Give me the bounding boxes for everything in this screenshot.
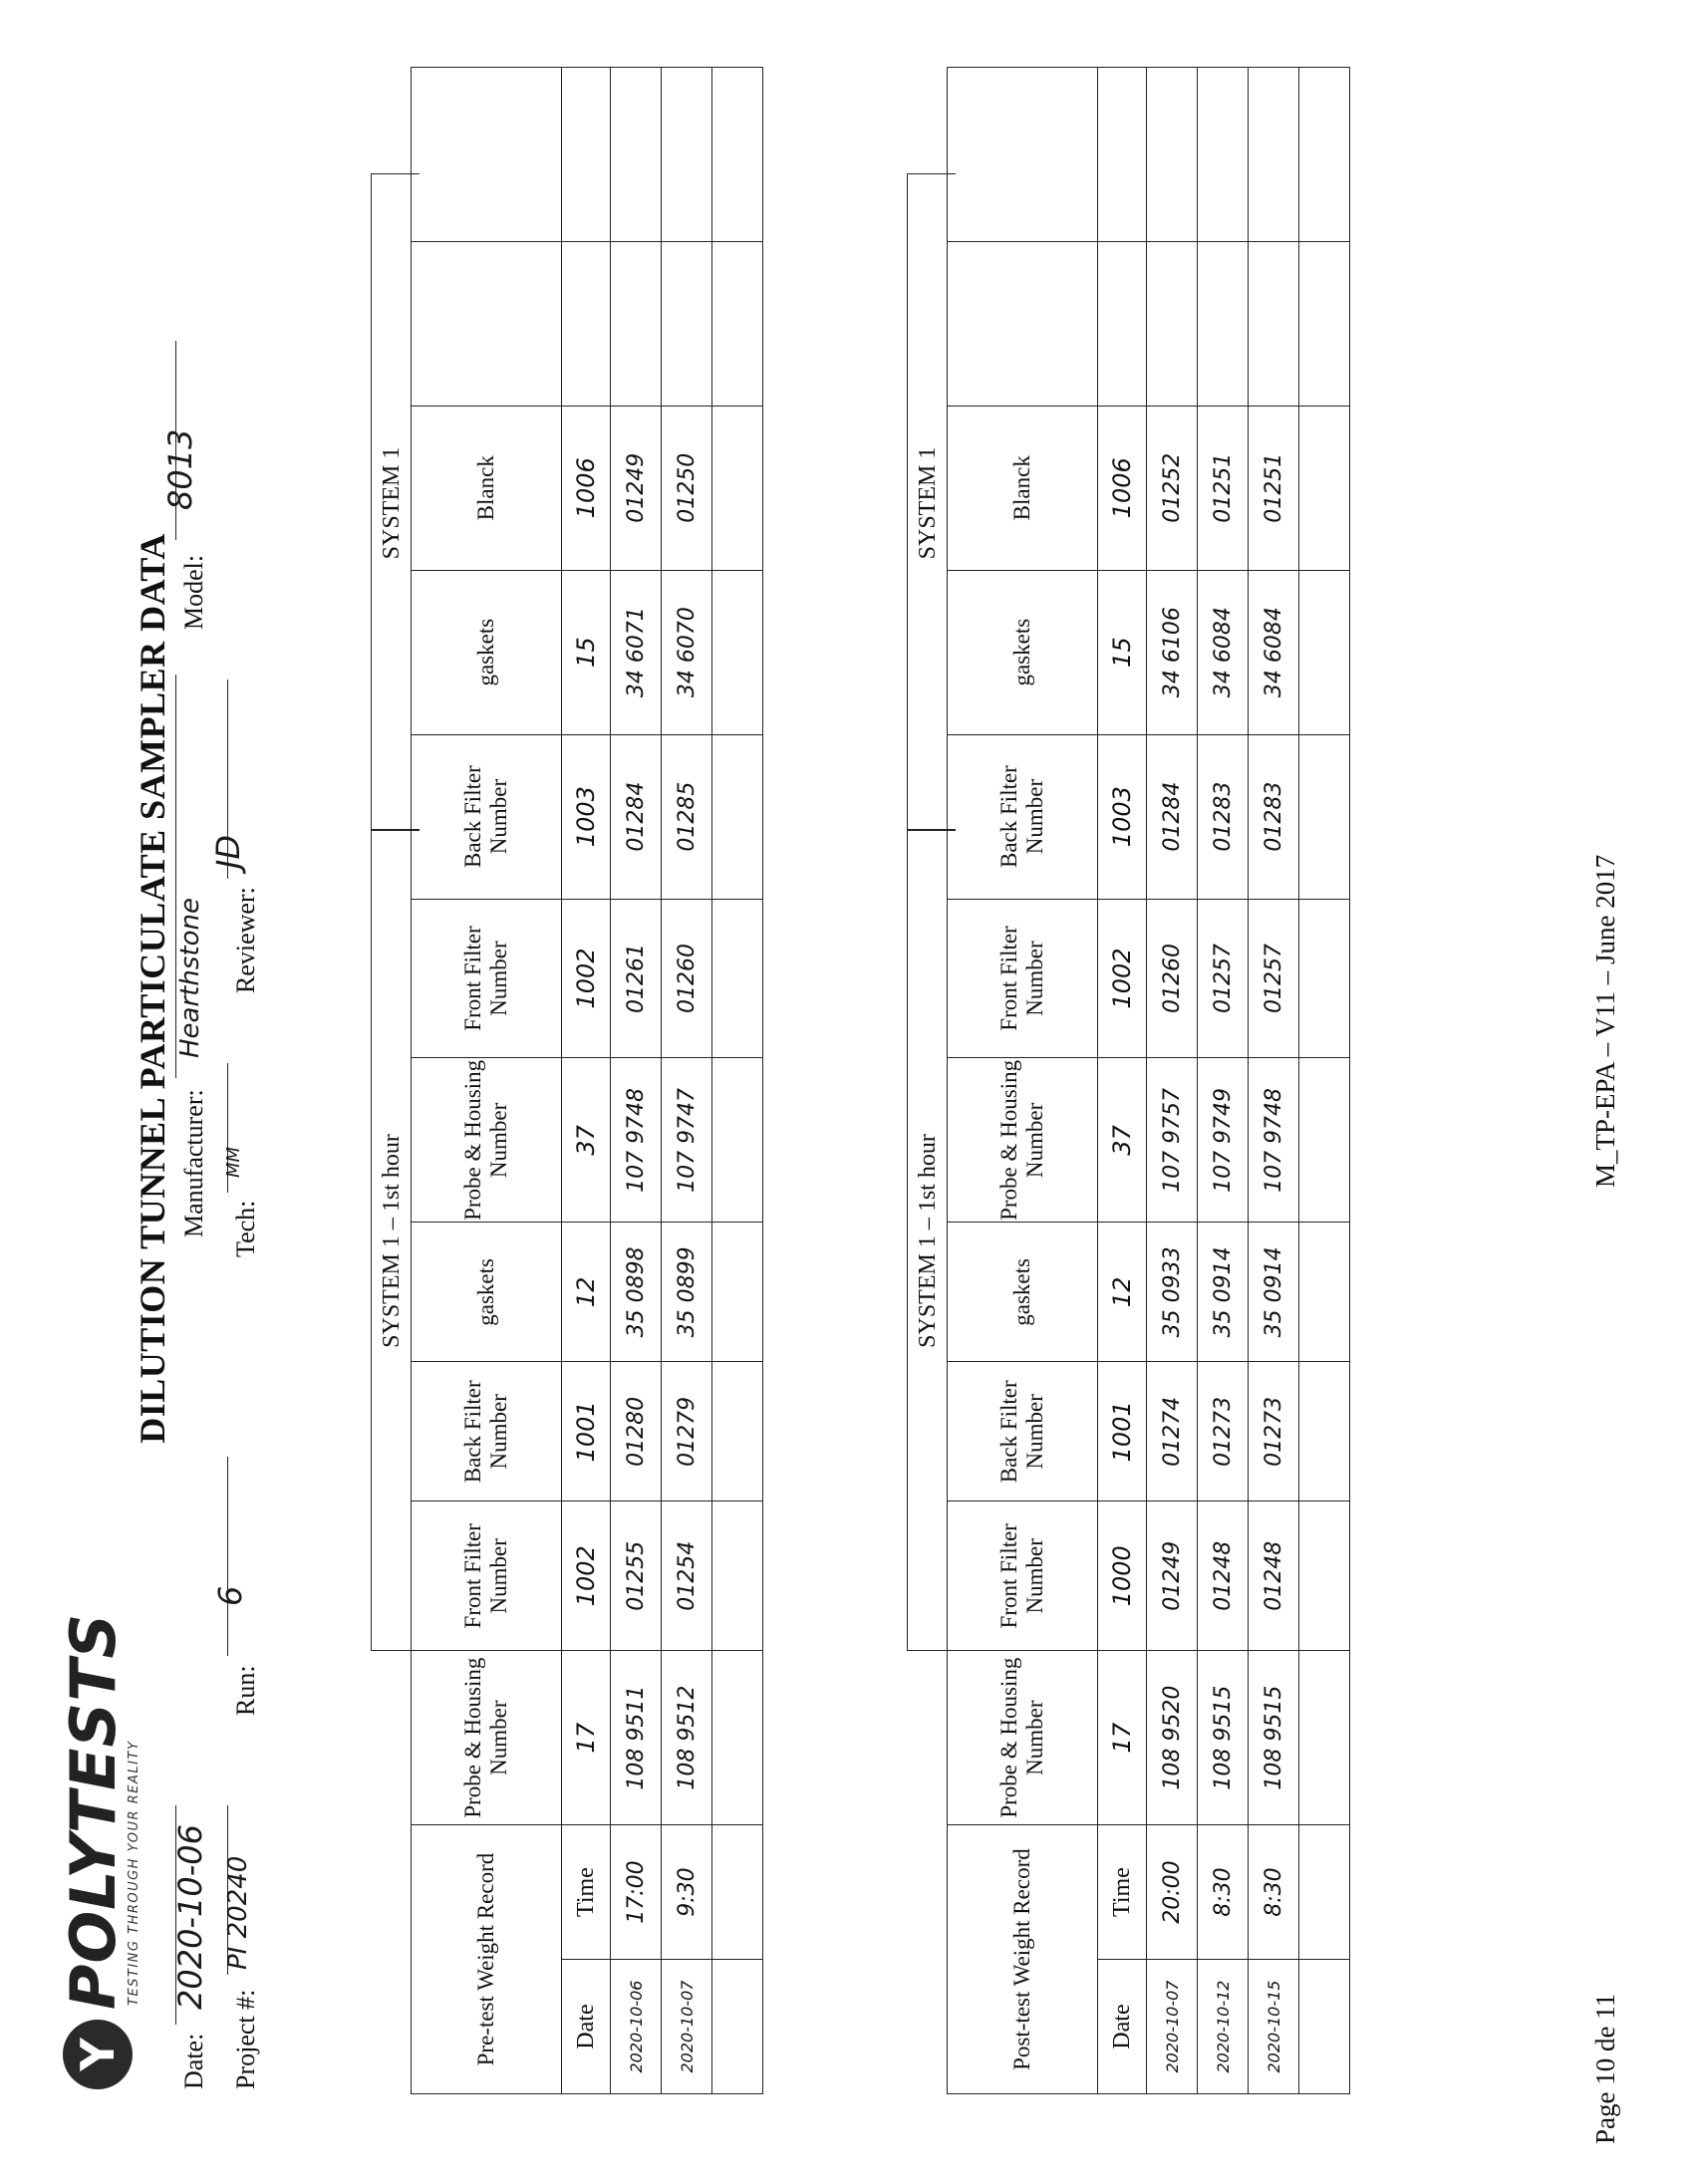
cell: 01249 xyxy=(611,406,662,570)
col-extra-b xyxy=(412,68,562,242)
run-value: 6 xyxy=(211,1585,249,1606)
col-date: Date xyxy=(562,1960,611,2094)
cell: 01260 xyxy=(662,899,712,1058)
table-row xyxy=(712,68,763,2094)
col-probe-1: Probe & Housing Number xyxy=(412,1651,562,1825)
tech-value: MM xyxy=(223,1146,244,1178)
cell: 35 0914 xyxy=(1198,1223,1249,1362)
logo-text: POLYTESTS xyxy=(57,1612,130,2010)
logo-mark-icon: Y xyxy=(63,2020,133,2089)
cell: 01283 xyxy=(1249,734,1299,899)
system1-title: SYSTEM 1 xyxy=(379,446,405,560)
col-time: Time xyxy=(1098,1825,1147,1960)
row-time: 8:30 xyxy=(1249,1825,1299,1960)
cell: 107 9748 xyxy=(1249,1058,1299,1223)
col-gaskets-1: gaskets xyxy=(948,1223,1098,1362)
id-cell: 12 xyxy=(1098,1223,1147,1362)
cell: 108 9515 xyxy=(1198,1651,1249,1825)
reviewer-label: Reviewer: xyxy=(231,887,260,993)
reviewer-value: JD xyxy=(209,834,247,869)
cell: 01248 xyxy=(1249,1502,1299,1651)
col-extra-a xyxy=(412,241,562,406)
id-cell: 15 xyxy=(562,570,611,734)
page-number: Page 10 de 11 xyxy=(1590,1993,1620,2144)
form-title: DILUTION TUNNEL PARTICULATE SAMPLER DATA xyxy=(133,533,172,1444)
id-cell: 37 xyxy=(562,1058,611,1223)
cell: 01279 xyxy=(662,1362,712,1502)
post-test-table xyxy=(947,67,1350,2094)
cell: 01283 xyxy=(1198,734,1249,899)
cell: 01251 xyxy=(1249,406,1299,570)
run-line xyxy=(227,1457,228,1656)
table-row xyxy=(1147,68,1198,2094)
post-test-label: Post-test Weight Record xyxy=(948,1825,1098,2094)
cell: 34 6070 xyxy=(662,570,712,734)
logo-tagline: TESTING THROUGH YOUR REALITY xyxy=(127,1740,141,2006)
id-cell: 1002 xyxy=(562,899,611,1058)
col-gaskets-2: gaskets xyxy=(412,570,562,734)
cell: 01285 xyxy=(662,734,712,899)
cell: 01257 xyxy=(1198,899,1249,1058)
id-cell: 17 xyxy=(562,1651,611,1825)
project-label: Project #: xyxy=(231,1989,260,2089)
cell: 01274 xyxy=(1147,1362,1198,1502)
manufacturer-label: Manufacturer: xyxy=(179,1089,208,1237)
col-back-1: Back Filter Number xyxy=(948,1362,1098,1502)
manufacturer-value: Hearthstone xyxy=(175,898,205,1058)
cell: 108 9515 xyxy=(1249,1651,1299,1825)
cell: 01255 xyxy=(611,1502,662,1651)
id-cell: 12 xyxy=(562,1223,611,1362)
col-front-1: Front Filter Number xyxy=(948,1502,1098,1651)
col-gaskets-1: gaskets xyxy=(412,1223,562,1362)
col-front-2: Front Filter Number xyxy=(948,899,1098,1058)
row-time: 9:30 xyxy=(662,1825,712,1960)
row-date: 2020-10-06 xyxy=(611,1960,662,2094)
cell: 01248 xyxy=(1198,1502,1249,1651)
id-cell: 1002 xyxy=(1098,899,1147,1058)
cell: 35 0898 xyxy=(611,1223,662,1362)
id-cell: 15 xyxy=(1098,570,1147,734)
col-back-2: Back Filter Number xyxy=(412,734,562,899)
table-row xyxy=(662,68,712,2094)
cell: 01252 xyxy=(1147,406,1198,570)
table-row xyxy=(1249,68,1299,2094)
model-label: Model: xyxy=(179,554,208,630)
id-cell: 1003 xyxy=(562,734,611,899)
cell: 34 6106 xyxy=(1147,570,1198,734)
col-back-2: Back Filter Number xyxy=(948,734,1098,899)
id-cell: 1002 xyxy=(562,1502,611,1651)
cell: 107 9757 xyxy=(1147,1058,1198,1223)
project-value: PI 20240 xyxy=(223,1855,253,1970)
cell: 107 9747 xyxy=(662,1058,712,1223)
col-front-2: Front Filter Number xyxy=(412,899,562,1058)
cell: 108 9511 xyxy=(611,1651,662,1825)
row-date: 2020-10-07 xyxy=(662,1960,712,2094)
cell: 107 9749 xyxy=(1198,1058,1249,1223)
system1-hour-title: SYSTEM 1 – 1st hour xyxy=(379,1134,405,1348)
cell: 35 0914 xyxy=(1249,1223,1299,1362)
cell: 34 6071 xyxy=(611,570,662,734)
date-label: Date: xyxy=(179,2033,208,2089)
system1-title: SYSTEM 1 xyxy=(915,446,941,560)
row-time: 20:00 xyxy=(1147,1825,1198,1960)
run-label: Run: xyxy=(231,1665,260,1716)
id-cell: 1003 xyxy=(1098,734,1147,899)
cell: 108 9512 xyxy=(662,1651,712,1825)
tech-label: Tech: xyxy=(231,1200,260,1257)
id-cell: 37 xyxy=(1098,1058,1147,1223)
cell: 01260 xyxy=(1147,899,1198,1058)
id-cell: 17 xyxy=(1098,1651,1147,1825)
cell: 01250 xyxy=(662,406,712,570)
col-front-1: Front Filter Number xyxy=(412,1502,562,1651)
col-gaskets-2: gaskets xyxy=(948,570,1098,734)
cell: 01280 xyxy=(611,1362,662,1502)
row-date: 2020-10-12 xyxy=(1198,1960,1249,2094)
cell: 107 9748 xyxy=(611,1058,662,1223)
row-time: 17:00 xyxy=(611,1825,662,1960)
col-date: Date xyxy=(1098,1960,1147,2094)
table-row xyxy=(1299,68,1350,2094)
system1-hour-title: SYSTEM 1 – 1st hour xyxy=(915,1134,941,1348)
cell: 01257 xyxy=(1249,899,1299,1058)
cell: 01261 xyxy=(611,899,662,1058)
col-time: Time xyxy=(562,1825,611,1960)
document-code: M_TP-EPA – V11 – June 2017 xyxy=(1590,854,1620,1188)
table-row xyxy=(1198,68,1249,2094)
cell: 01284 xyxy=(611,734,662,899)
table-row xyxy=(611,68,662,2094)
col-blanck: Blanck xyxy=(948,406,1098,570)
pre-test-table xyxy=(411,67,763,2094)
cell: 108 9520 xyxy=(1147,1651,1198,1825)
model-value: 8013 xyxy=(161,428,199,510)
cell: 34 6084 xyxy=(1249,570,1299,734)
cell: 01273 xyxy=(1198,1362,1249,1502)
col-probe-2: Probe & Housing Number xyxy=(412,1058,562,1223)
cell: 35 0899 xyxy=(662,1223,712,1362)
polytests-logo xyxy=(55,1612,154,2089)
row-date: 2020-10-15 xyxy=(1249,1960,1299,2094)
pre-test-label: Pre-test Weight Record xyxy=(412,1825,562,2094)
row-date: 2020-10-07 xyxy=(1147,1960,1198,2094)
cell: 01249 xyxy=(1147,1502,1198,1651)
cell: 01251 xyxy=(1198,406,1249,570)
id-cell: 1001 xyxy=(1098,1362,1147,1502)
id-cell: 1006 xyxy=(562,406,611,570)
col-probe-1: Probe & Housing Number xyxy=(948,1651,1098,1825)
cell: 01284 xyxy=(1147,734,1198,899)
cell: 01254 xyxy=(662,1502,712,1651)
id-cell: 1001 xyxy=(562,1362,611,1502)
cell: 34 6084 xyxy=(1198,570,1249,734)
col-back-1: Back Filter Number xyxy=(412,1362,562,1502)
col-blanck: Blanck xyxy=(412,406,562,570)
id-cell: 1006 xyxy=(1098,406,1147,570)
row-time: 8:30 xyxy=(1198,1825,1249,1960)
col-probe-2: Probe & Housing Number xyxy=(948,1058,1098,1223)
cell: 01273 xyxy=(1249,1362,1299,1502)
cell: 35 0933 xyxy=(1147,1223,1198,1362)
date-value: 2020-10-06 xyxy=(171,1824,209,2010)
id-cell: 1000 xyxy=(1098,1502,1147,1651)
